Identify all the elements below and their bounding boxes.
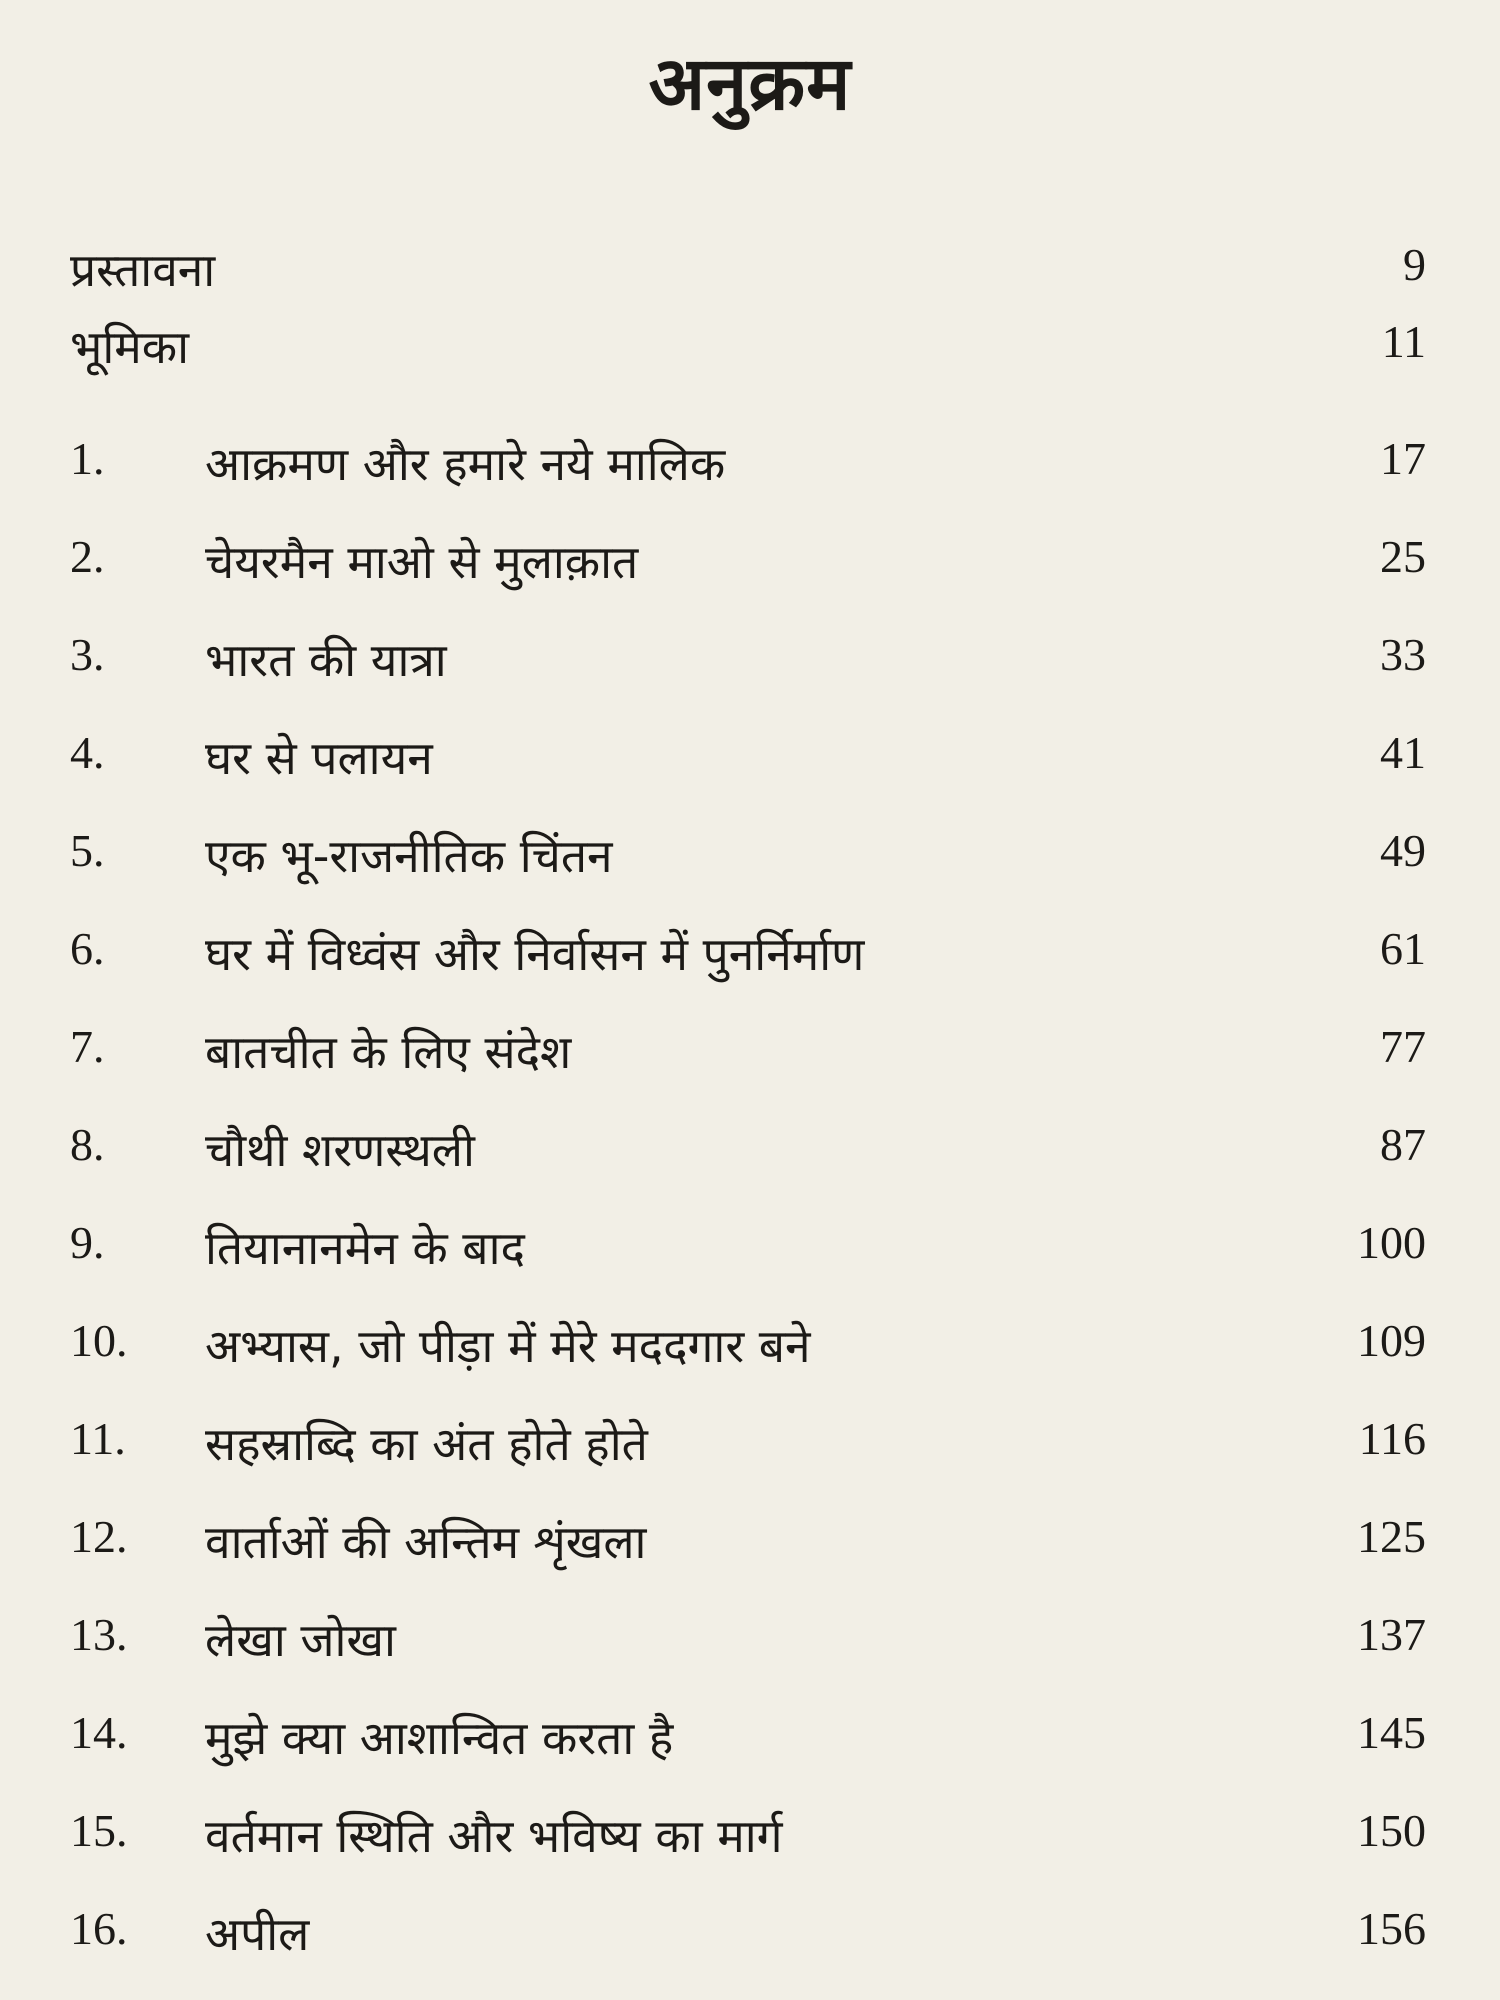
toc-entry-chapter bbox=[0, 1118, 1500, 1188]
toc-entry-chapter bbox=[0, 824, 1500, 894]
chapter-number: 4. bbox=[70, 727, 105, 778]
page-title: अनुक्रम bbox=[648, 41, 852, 127]
chapter-title: चेयरमैन माओ से मुलाक़ात bbox=[205, 535, 639, 589]
chapter-number: 1. bbox=[70, 433, 105, 484]
toc-entry-preface bbox=[0, 238, 1500, 308]
chapter-page: 33 bbox=[1380, 629, 1426, 680]
chapter-page: 41 bbox=[1380, 727, 1426, 778]
chapter-title: अभ्यास, जो पीड़ा में मेरे मददगार बने bbox=[205, 1319, 811, 1373]
chapter-title: घर में विध्वंस और निर्वासन में पुनर्निर्माण bbox=[205, 927, 865, 981]
chapter-page: 100 bbox=[1357, 1217, 1426, 1268]
toc-entry-chapter bbox=[0, 1412, 1500, 1482]
chapter-page: 156 bbox=[1357, 1903, 1426, 1954]
chapter-title: वार्ताओं की अन्तिम शृंखला bbox=[205, 1515, 647, 1569]
chapter-page: 87 bbox=[1380, 1119, 1426, 1170]
chapter-title: भारत की यात्रा bbox=[205, 633, 447, 687]
chapter-number: 14. bbox=[70, 1707, 128, 1758]
chapter-title: सहस्राब्दि का अंत होते होते bbox=[205, 1417, 648, 1471]
toc-entry-chapter bbox=[0, 1608, 1500, 1678]
chapter-title: लेखा जोखा bbox=[205, 1613, 396, 1667]
chapter-number: 16. bbox=[70, 1903, 128, 1954]
chapter-title: मुझे क्या आशान्वित करता है bbox=[205, 1711, 674, 1765]
chapter-title: घर से पलायन bbox=[205, 731, 433, 785]
toc-entry-chapter bbox=[0, 628, 1500, 698]
toc-entry-chapter bbox=[0, 1314, 1500, 1384]
chapter-number: 6. bbox=[70, 923, 105, 974]
toc-entry-chapter bbox=[0, 726, 1500, 796]
chapter-page: 61 bbox=[1380, 923, 1426, 974]
chapter-title: एक भू-राजनीतिक चिंतन bbox=[205, 829, 613, 883]
chapter-number: 5. bbox=[70, 825, 105, 876]
entry-title: भूमिका bbox=[70, 320, 190, 374]
chapter-page: 150 bbox=[1357, 1805, 1426, 1856]
toc-entry-chapter bbox=[0, 530, 1500, 600]
chapter-title: बातचीत के लिए संदेश bbox=[205, 1025, 572, 1079]
toc-entry-chapter bbox=[0, 1510, 1500, 1580]
toc-entry-chapter bbox=[0, 922, 1500, 992]
chapter-page: 116 bbox=[1358, 1413, 1426, 1464]
chapter-number: 10. bbox=[70, 1315, 128, 1366]
toc-entry-chapter bbox=[0, 1216, 1500, 1286]
chapter-number: 13. bbox=[70, 1609, 128, 1660]
chapter-page: 137 bbox=[1357, 1609, 1426, 1660]
chapter-page: 49 bbox=[1380, 825, 1426, 876]
chapter-number: 8. bbox=[70, 1119, 105, 1170]
chapter-number: 15. bbox=[70, 1805, 128, 1856]
chapter-title: चौथी शरणस्थली bbox=[205, 1123, 475, 1177]
chapter-title: अपील bbox=[205, 1907, 310, 1961]
chapter-page: 125 bbox=[1357, 1511, 1426, 1562]
chapter-page: 109 bbox=[1357, 1315, 1426, 1366]
chapter-number: 7. bbox=[70, 1021, 105, 1072]
chapter-title: वर्तमान स्थिति और भविष्य का मार्ग bbox=[205, 1809, 783, 1863]
chapter-page: 77 bbox=[1380, 1021, 1426, 1072]
chapter-page: 17 bbox=[1380, 433, 1426, 484]
toc-entry-chapter bbox=[0, 1020, 1500, 1090]
toc-entry-chapter bbox=[0, 1804, 1500, 1874]
chapter-page: 145 bbox=[1357, 1707, 1426, 1758]
chapter-number: 12. bbox=[70, 1511, 128, 1562]
toc-entry-chapter bbox=[0, 432, 1500, 502]
chapter-number: 3. bbox=[70, 629, 105, 680]
chapter-number: 2. bbox=[70, 531, 105, 582]
entry-page: 9 bbox=[1403, 239, 1426, 290]
chapter-title: आक्रमण और हमारे नये मालिक bbox=[205, 437, 726, 491]
chapter-number: 9. bbox=[70, 1217, 105, 1268]
chapter-title: तियानानमेन के बाद bbox=[205, 1221, 525, 1275]
toc-entry-introduction bbox=[0, 315, 1500, 385]
chapter-page: 25 bbox=[1380, 531, 1426, 582]
entry-page: 11 bbox=[1381, 316, 1426, 367]
entry-title: प्रस्तावना bbox=[70, 243, 216, 297]
toc-entry-chapter bbox=[0, 1902, 1500, 1972]
chapter-number: 11. bbox=[70, 1413, 126, 1464]
toc-entry-chapter bbox=[0, 1706, 1500, 1776]
